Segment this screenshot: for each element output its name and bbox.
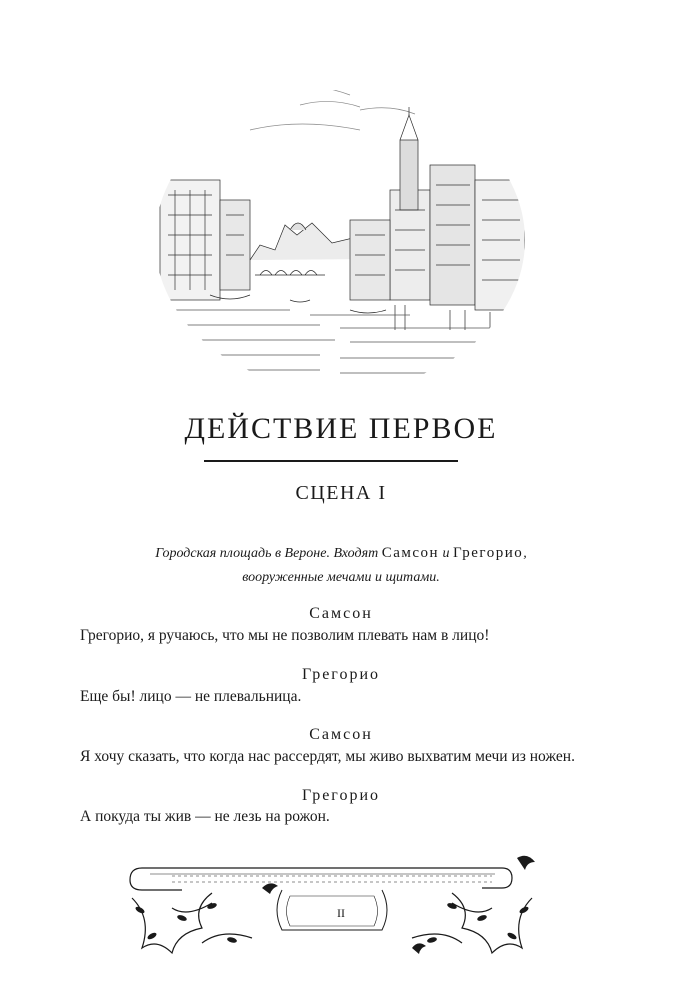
dialogue-line: Я хочу сказать, что когда нас рассердят, мы живо выхватим мечи из ножен. — [80, 748, 575, 765]
speaker-name: Самсон — [309, 605, 373, 622]
stage-text-2: и — [439, 546, 454, 561]
venice-canal-illustration — [150, 70, 530, 390]
dialogue-line: Грегорио, я ручаюсь, что мы не позволим плевать нам в лицо! — [80, 627, 490, 644]
stage-name-1: Самсон — [381, 545, 440, 561]
speaker-name: Грегорио — [301, 666, 381, 683]
speaker-name: Самсон — [309, 726, 373, 743]
speaker-name: Грегорио — [301, 787, 381, 804]
stage-text-line2: вооруженные мечами и щитами. — [242, 570, 440, 585]
dialogue-line: Еще бы! лицо — не плевальница. — [80, 688, 302, 705]
page-number: II — [337, 906, 345, 920]
dialogue-line: А покуда ты жив — не лезь на рожон. — [80, 808, 330, 825]
stage-text-1: Городская площадь в Вероне. Входят — [155, 546, 382, 561]
stage-direction — [80, 541, 602, 590]
title-divider — [204, 460, 458, 462]
stage-text-3: , — [523, 546, 527, 561]
act-title: ДЕЙСТВИЕ ПЕРВОЕ — [184, 412, 498, 445]
stage-name-2: Грегорио — [453, 545, 524, 561]
scene-title: СЦЕНА I — [295, 482, 387, 504]
